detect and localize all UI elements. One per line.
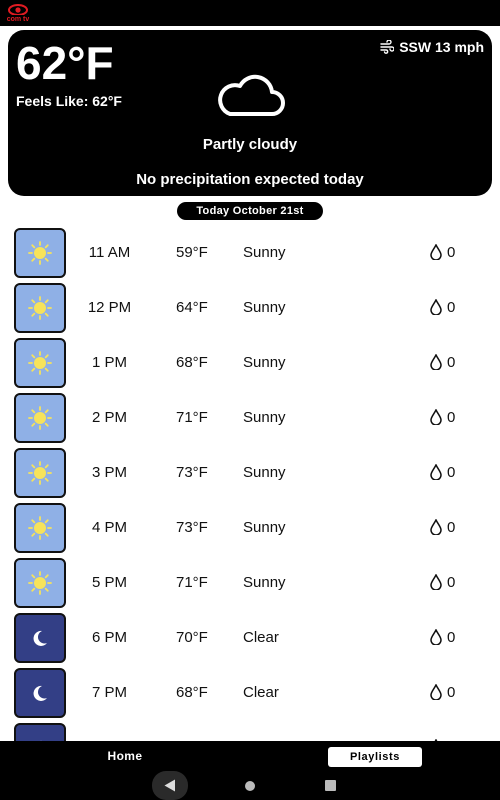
hour-precipitation: 0 xyxy=(447,244,456,261)
hour-temperature: 68°F xyxy=(176,354,208,371)
status-bar xyxy=(0,0,500,26)
hourly-row xyxy=(0,666,500,721)
hour-temperature: 73°F xyxy=(176,519,208,536)
eye-logo-icon xyxy=(8,3,28,15)
hour-precipitation: 0 xyxy=(447,464,456,481)
sun-icon xyxy=(28,406,52,430)
hour-condition: Sunny xyxy=(243,574,286,591)
sun-icon xyxy=(28,516,52,540)
hour-temperature: 71°F xyxy=(176,574,208,591)
raindrop-icon xyxy=(430,299,442,315)
hour-condition: Sunny xyxy=(243,244,286,261)
sun-icon xyxy=(28,461,52,485)
raindrop-icon xyxy=(430,574,442,590)
weather-icon-tile xyxy=(14,723,66,741)
playlists-button[interactable]: Playlists xyxy=(328,747,422,767)
hourly-row xyxy=(0,336,500,391)
app-logo xyxy=(6,3,30,25)
weather-icon-tile xyxy=(14,558,66,608)
hour-condition: Clear xyxy=(243,684,279,701)
hour-precipitation: 0 xyxy=(447,354,456,371)
hour-precipitation: 0 xyxy=(447,684,456,701)
hourly-row xyxy=(0,446,500,501)
raindrop-icon xyxy=(430,409,442,425)
hourly-row xyxy=(0,611,500,666)
hour-time: 4 PM xyxy=(91,519,127,536)
hour-condition: Sunny xyxy=(243,354,286,371)
home-tab[interactable]: Home xyxy=(107,749,143,763)
hourly-row xyxy=(0,556,500,611)
weather-icon-tile xyxy=(14,503,66,553)
hour-condition: Sunny xyxy=(243,299,286,316)
raindrop-icon xyxy=(430,684,442,700)
current-temperature: 62°F xyxy=(16,37,114,89)
hour-time: 2 PM xyxy=(91,409,127,426)
wind-info xyxy=(380,39,484,55)
hour-temperature: 68°F xyxy=(176,684,208,701)
moon-icon xyxy=(28,626,52,650)
home-button[interactable] xyxy=(245,781,255,791)
hour-precipitation: 0 xyxy=(447,409,456,426)
weather-icon-tile xyxy=(14,228,66,278)
wind-icon xyxy=(380,40,394,54)
date-label: Today October 21st xyxy=(177,202,323,220)
raindrop-icon xyxy=(430,629,442,645)
moon-icon xyxy=(28,681,52,705)
sun-icon xyxy=(28,351,52,375)
hour-time: 11 AM xyxy=(88,244,131,261)
wind-text: SSW 13 mph xyxy=(399,39,484,55)
logo-text: com tv xyxy=(6,16,30,23)
hour-time: 7 PM xyxy=(91,684,127,701)
weather-icon-tile xyxy=(14,613,66,663)
hour-temperature: 64°F xyxy=(176,299,208,316)
raindrop-icon xyxy=(430,464,442,480)
hour-time: 3 PM xyxy=(91,464,127,481)
hourly-row xyxy=(0,391,500,446)
hour-precipitation: 0 xyxy=(447,574,456,591)
weather-icon-tile xyxy=(14,393,66,443)
hourly-forecast-list[interactable] xyxy=(0,226,500,741)
hour-condition: Sunny xyxy=(243,519,286,536)
hour-time: 5 PM xyxy=(91,574,127,591)
feels-like: Feels Like: 62°F xyxy=(16,93,122,109)
raindrop-icon xyxy=(430,244,442,260)
cloud-icon xyxy=(214,70,286,118)
hour-precipitation: 0 xyxy=(447,519,456,536)
hour-temperature: 73°F xyxy=(176,464,208,481)
hour-time: 6 PM xyxy=(91,629,127,646)
current-weather-card xyxy=(8,30,492,196)
precipitation-summary: No precipitation expected today xyxy=(136,171,364,188)
sun-icon xyxy=(28,571,52,595)
hourly-row xyxy=(0,721,500,741)
hour-condition: Clear xyxy=(243,629,279,646)
hour-precipitation: 0 xyxy=(447,629,456,646)
weather-icon-tile xyxy=(14,283,66,333)
weather-icon-tile xyxy=(14,668,66,718)
hour-time: 12 PM xyxy=(87,299,132,316)
raindrop-icon xyxy=(430,519,442,535)
hourly-row xyxy=(0,281,500,336)
system-navigation-bar xyxy=(0,771,500,800)
raindrop-icon xyxy=(430,354,442,370)
hour-temperature: 59°F xyxy=(176,244,208,261)
hour-temperature: 71°F xyxy=(176,409,208,426)
hour-condition: Sunny xyxy=(243,464,286,481)
weather-icon-tile xyxy=(14,338,66,388)
hourly-row xyxy=(0,501,500,556)
bottom-navigation xyxy=(0,741,500,771)
back-button[interactable] xyxy=(152,771,188,800)
current-condition: Partly cloudy xyxy=(202,136,298,153)
sun-icon xyxy=(28,241,52,265)
hour-precipitation: 0 xyxy=(447,299,456,316)
sun-icon xyxy=(28,296,52,320)
recent-apps-button[interactable] xyxy=(325,780,336,791)
hour-time: 1 PM xyxy=(91,354,127,371)
hourly-row xyxy=(0,226,500,281)
weather-icon-tile xyxy=(14,448,66,498)
hour-condition: Sunny xyxy=(243,409,286,426)
hour-temperature: 70°F xyxy=(176,629,208,646)
back-triangle-icon xyxy=(164,779,176,792)
